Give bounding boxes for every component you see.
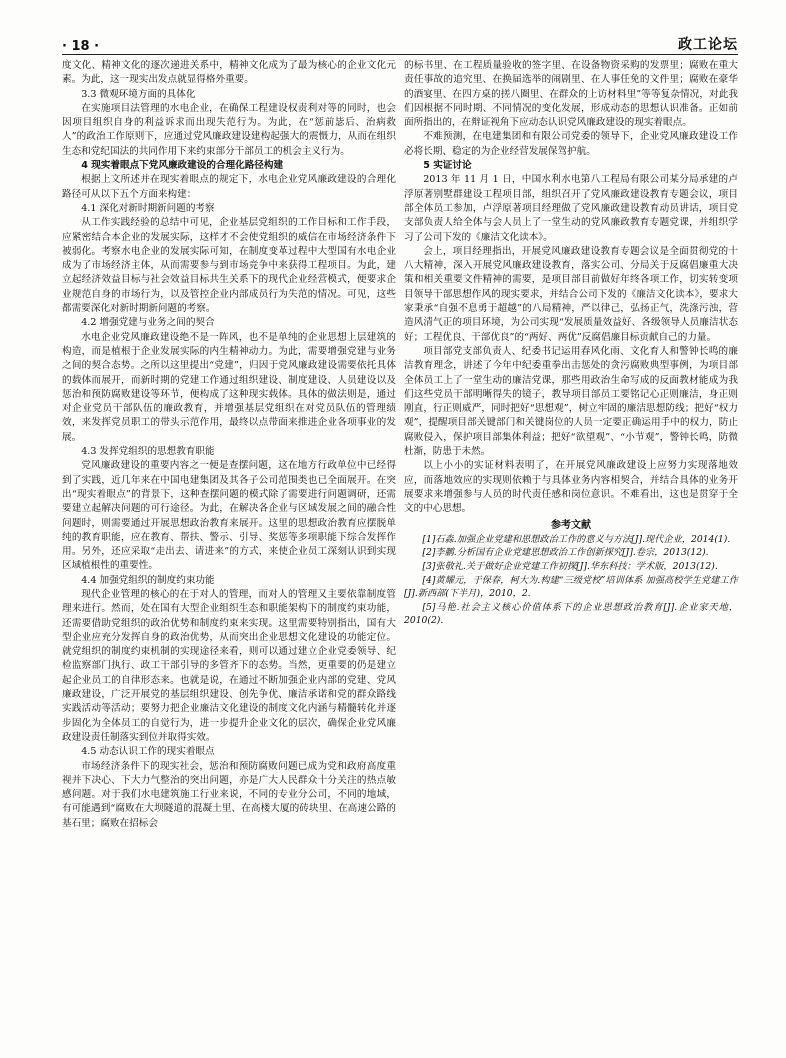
section-heading: 4 现实着眼点下党风廉政建设的合理化路径构建 <box>81 160 284 172</box>
right-body <box>404 59 738 517</box>
subsection-heading: 4.1 深化对新时期新问题的考察 <box>81 202 215 214</box>
page-number: · 18 · <box>62 39 100 54</box>
paragraph: 从工作实践经验的总结中可见，企业基层党组织的工作目标和工作手段，应紧密结合本企业的发展实际，这样才不会使党组织的威信在市场经济条件下被弱化。考察水电企业的发展实际可知，在制度变革过程中大型国有水电企业成为了市场经济主体，从而需要参与到市场竞争中来获得工程项目。为此，建立起经济效益目标与社会效益目标共生关系下的现代企业经营模式，便要求企业规范自身的市场行为，以及管控企业内部成员行为失范的情况。可见，这些都需要深化对新时期新问题的考察。 <box>62 217 396 315</box>
reference-item: [1]石淼.加强企业党建和思想政治工作的意义与方法[J].现代企业，2014(1). <box>422 533 731 545</box>
section-heading: 5 实证讨论 <box>423 160 472 172</box>
paragraph: 市场经济条件下的现实社会，惩治和预防腐败问题已成为党和政府高度重视并下决心、下大力气整治的突出问题，亦是广大人民群众十分关注的热点敏感问题。对于我们水电建筑施工行业来说，不同的专业分公司，不同的地域，有可能遇到“腐败在大坝隧道的混凝土里、在高楼大厦的砖块里、在高速公路的基石里；腐败在招标会 <box>62 760 396 829</box>
paragraph: 水电企业党风廉政建设绝不是一阵风，也不是单纯的企业思想上层建筑的构造，而是植根于企业发展实际的内生精神动力。为此，需要增强党建与业务之间的契合态势。之所以这里提出“党建”，归因于党风廉政建设需要依托具体的载体而展开，而新时期的党建工作通过组织建设、制度建设、人员建设以及惩治和预防腐败建设等环节，便构成了这种现实载体。具体的做法则是，通过对企业党员干部队伍的廉政教育，并增强基层党组织在对党员队伍的管理绩效，来发挥党员职工的带头示范作用，最终以点带面来推进企业各项事业的发展。 <box>62 331 396 443</box>
paragraph: 2013 年 11 月 1 日，中国水利水电第八工程局有限公司某分局承建的卢浮原著别墅群建设工程项目部，组织召开了党风廉政建设教育专题会议，项目部全体员工参加，卢浮原著项目经理做了党风廉政建设教育动员讲话，项目党支部负责人给全体与会人员上了一堂生动的党风廉政教育专题党课，并组织学习了公司下发的《廉洁文化读本》。 <box>404 174 738 243</box>
reference-item: [3]张敬礼.关于做好企业党建工作初探[J].华东科技：学术版，2013(12). <box>422 560 718 572</box>
references-list <box>404 533 738 628</box>
page-header <box>62 28 738 55</box>
reference-item: [5]马艳.社会主义核心价值体系下的企业思想政治教育[J].企业家天地，2010(2). <box>404 601 738 627</box>
text-columns <box>62 59 738 831</box>
reference-item: [4]黄耀元，于保春，柯大为.构建“三级党校”培训体系 加强高校学生党建工作[J].新西部(下半月)，2010，2. <box>404 574 738 600</box>
paragraph: 的标书里、在工程质量验收的签字里、在设备物资采购的发票里；腐败在重大责任事故的追究里、在换届选举的闹剧里、在人事任免的文件里；腐败在豪华的酒宴里、在四方桌的搓八圈里、在群众的上访材料里”等等复杂情况，对此我们因根据不同时期、不同情况的变化发展，形成动态的思想认识准备。正如前面所指出的，在辩证视角下应动态认识党风廉政建设的现实着眼点。 <box>404 60 738 129</box>
paragraph: 不难预测，在电建集团和有限公司党委的领导下，企业党风廉政建设工作必将长期、稳定的为企业经营发展保驾护航。 <box>404 131 738 157</box>
paragraph: 根据上文所述并在现实着眼点的规定下，水电企业党风廉政建设的合理化路径可从以下五个方面来构建： <box>62 174 396 200</box>
subsection-heading: 4.4 加强党组织的制度约束功能 <box>81 574 215 586</box>
reference-item: [2]李鹏.分析国有企业党建思想政治工作创新探究[J].卷宗，2013(12). <box>422 547 709 559</box>
paragraph: 会上，项目经理指出，开展党风廉政建设教育专题会议是全面贯彻党的十八大精神，深入开展党风廉政建设教育，落实公司、分局关于反腐倡廉重大决策和相关重要文件精神的需要，是项目部目前做好年终各项工作，切实转变项目领导干部思想作风的现实要求，并结合公司下发的《廉洁文化读本》，要求大家秉承“自强不息勇于超越”的八局精神，严以律己，弘扬正气，洗涤污浊，营造风清气正的项目环境，为公司实现“发展质量效益好、各级领导人员廉洁状态好；工程优良、干部优良”的“两好、两优”反腐倡廉目标贡献自己的力量。 <box>404 245 738 343</box>
paragraph: 以上小小的实证材料表明了，在开展党风廉政建设上应努力实现落地效应，而落地效应的实现则依赖于与具体业务内容相契合，并结合具体的业务开展要求来增强参与人员的时代责任感和岗位意识。不难看出，这也是贯穿于全文的中心思想。 <box>404 460 738 515</box>
subsection-heading: 4.2 增强党建与业务之间的契合 <box>81 317 215 329</box>
subsection-heading: 4.5 动态认识工作的现实着眼点 <box>81 746 215 758</box>
left-column <box>62 59 396 831</box>
paragraph: 在实施项目法管理的水电企业，在确保工程建设权责利对等的同时，也会因项目组织自身的利益诉求而出现失范行为。为此，在“惩前毖后、治病救人”的政治工作原则下，应通过党风廉政建设建构起强大的震慑力，从而在组织生态和党纪国法的共同作用下来约束部分干部员工的机会主义行为。 <box>62 102 396 157</box>
journal-name: 政工论坛 <box>678 37 738 53</box>
paragraph: 度文化、精神文化的逐次递进关系中，精神文化成为了最为核心的企业文化元素。为此，这一现实出发点就显得格外重要。 <box>62 60 396 86</box>
paragraph: 现代企业管理的核心的在于对人的管理，而对人的管理又主要依靠制度管理来进行。然而，处在国有大型企业组织生态和职能架构下的制度约束功能，还需要借助党组织的政治优势和制度约束来实现。这里需要特别指出，国有大型企业应充分发挥自身的政治优势，从而突出企业思想文化建设的功能定位。就党组织的制度约束机制的实现途径来看，则可以通过建立企业党委领导、纪检监察部门执行、政工干部引导的多管齐下的态势。当然，更重要的仍是建立起企业员工的自律形态来。也就是说，在通过不断加强企业内部的党建、党风廉政建设，广泛开展党的基层组织建设、创先争优、廉洁承诺和党的群众路线实践活动等活动；要努力把企业廉洁文化建设的制度文化内涵与精髓转化并逐步固化为全体员工的自觉行为，进一步提升企业文化的层次，确保企业党风廉政建设责任制落实到位并取得实效。 <box>62 588 396 743</box>
subsection-heading: 4.3 发挥党组织的思想教育职能 <box>81 446 215 458</box>
paragraph: 项目部党支部负责人、纪委书记运用春风化雨、文化育人和警钟长鸣的廉洁教育理念，讲述了今年中纪委重拳出击惩处的贪污腐败典型事例，为项目部全体员工上了一堂生动的廉洁党课，那些用政治生命写成的反面教材能成为我们这些党员干部明晰得失的镜子，教导项目部员工要铭记心正则廉洁，身正则刚直，行正则威严，同时把好“思想观”，树立牢固的廉洁思想防线；把好“权力观”，提醒项目部关键部门和关键岗位的人员一定要正确运用手中的权力，防止腐败侵入，保护项目部集体利益；把好“欲望观”、“小节观”，警钟长鸣，防微杜渐，防患于未然。 <box>404 345 738 458</box>
subsection-heading: 3.3 微观环境方面的具体化 <box>81 88 196 100</box>
references-title: 参考文献 <box>551 519 591 531</box>
paragraph: 党风廉政建设的重要内容之一便是查摆问题，这在地方行政单位中已经得到了实践，近几年来在中国电建集团及其各子公司范围类也已全面展开。在突出“现实着眼点”的背景下，这种查摆问题的模式除了需要进行问题调研，还需要建立起解决问题的可行途径。为此，在解决各企业与区域发展之间的融合性问题时，则需要通过开展思想政治教育来展开。这里的思想政治教育应摆脱单纯的教育职能，应在教育、帮扶、警示、引导、奖惩等多项职能下综合发挥作用。另外，还应采取“走出去、请进来”的方式，来使企业员工深刻认识到实现区域植根性的重要性。 <box>62 460 396 572</box>
right-column <box>404 59 738 831</box>
